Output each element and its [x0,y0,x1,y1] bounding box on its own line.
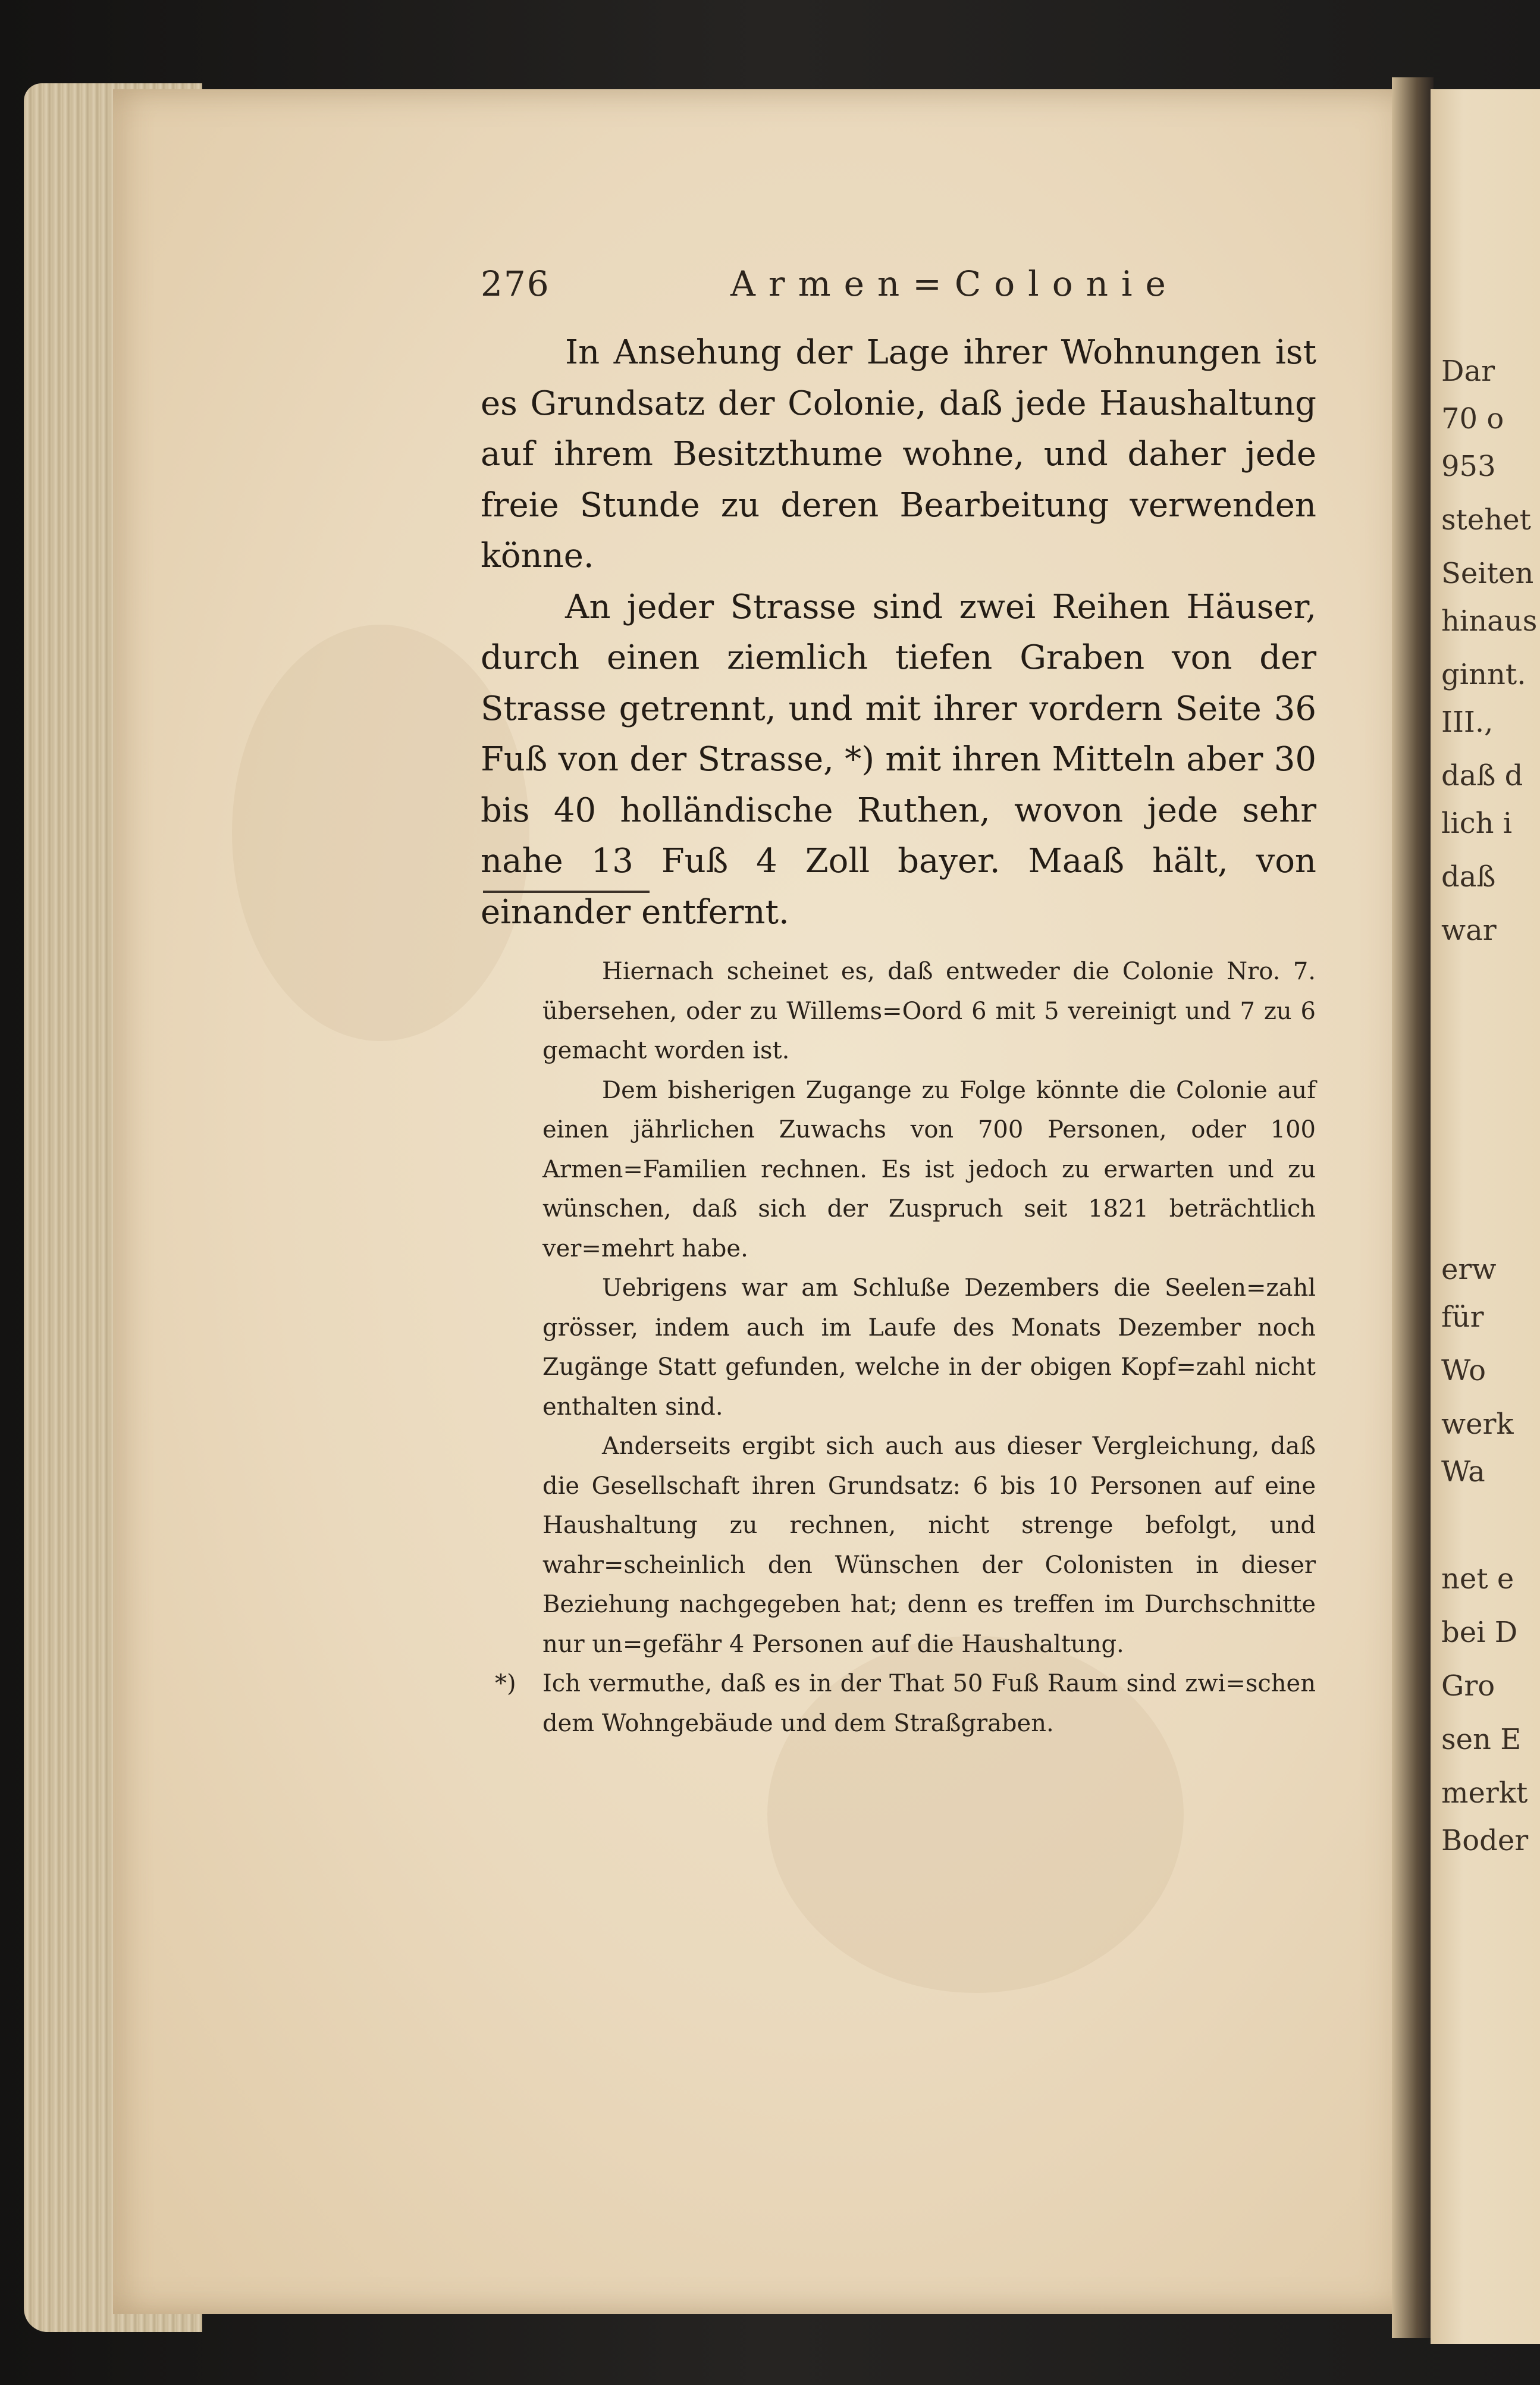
book-gutter [1392,77,1434,2338]
next-page-fragment: merkt [1441,1776,1528,1810]
next-page-fragment: bei D [1441,1616,1518,1649]
footnote-mark: *) [495,1670,516,1697]
asterisk-footnote-text: Ich vermuthe, daß es in der That 50 Fuß Raum sind zwi=schen dem Wohngebäude und dem Straßgraben. [542,1670,1316,1737]
asterisk-footnote [495,1664,1316,1743]
next-page-fragment: net e [1441,1562,1514,1596]
footnote-paragraph: Dem bisherigen Zugange zu Folge könnte die Colonie auf einen jährlichen Zuwachs von 700 Personen, oder 100 Armen=Familien rechnen. Es ist jedoch zu erwarten und zu wünschen, daß sich der Zuspruch seit 1821 beträchtlich ver=mehrt habe. [542,1076,1316,1262]
next-page-fragment: Wo [1441,1354,1486,1387]
next-page-fragment: 953 [1441,450,1496,483]
next-page-fragment: 70 o [1441,402,1504,435]
body-paragraph: In Ansehung der Lage ihrer Wohnungen ist es Grundsatz der Colonie, daß jede Haushaltung auf ihrem Besitzthume wohne, und daher jede freie Stunde zu deren Bearbeitung verwenden könne. [481,333,1316,575]
footnote-paragraph: Anderseits ergibt sich auch aus dieser Vergleichung, daß die Gesellschaft ihren Grundsatz: 6 bis 10 Personen auf eine Haushaltung zu rechnen, nicht strenge befolgt, und wahr=scheinlich den Wünschen der Colonisten in dieser Beziehung nachgegeben hat; denn es treffen im Durchschnitte nur un=gefähr 4 Personen auf die Haushaltung. [542,1433,1316,1658]
footnotes [495,952,1316,1743]
next-page-fragment: hinaus [1441,604,1538,638]
footnote-paragraph: Uebrigens war am Schluße Dezembers die Seelen=zahl grösser, indem auch im Laufe des Monats Dezember noch Zugänge Statt gefunden, welche in der obigen Kopf=zahl nicht enthalten sind. [542,1274,1316,1421]
page-header [481,263,1179,305]
next-page-fragment: ginnt. [1441,658,1526,691]
next-page-fragment: daß [1441,860,1496,894]
next-page-fragment: Wa [1441,1455,1485,1488]
footnote-paragraph: Hiernach scheinet es, daß entweder die Colonie Nro. 7. übersehen, oder zu Willems=Oord 6 mit 5 vereinigt und 7 zu 6 gemacht worden ist. [542,958,1316,1064]
next-page-edge [1431,89,1540,2344]
next-page-fragment: war [1441,914,1497,947]
next-page-fragment: für [1441,1300,1484,1334]
next-page-fragment: Gro [1441,1669,1495,1703]
next-page-fragment: daß d [1441,759,1523,792]
next-page-fragment: stehet [1441,503,1531,537]
next-page-fragment: werk [1441,1408,1514,1441]
footnote-divider [483,891,650,893]
page-number: 276 [481,264,550,304]
body-paragraph: An jeder Strasse sind zwei Reihen Häuser, durch einen ziemlich tiefen Graben von der Strasse getrennt, und mit ihrer vordern Seite 36 Fuß von der Strasse, *) mit ihren Mitteln aber 30 bis 40 holländische Ruthen, wovon jede sehr nahe 13 Fuß 4 Zoll bayer. Maaß hält, von einander entfernt. [481,587,1316,932]
running-title: Armen=Colonie [730,264,1179,304]
next-page-fragment: III., [1441,706,1494,739]
next-page-fragment: erw [1441,1253,1497,1286]
next-page-fragment: Boder [1441,1824,1529,1857]
main-text [481,327,1316,938]
next-page-fragment: sen E [1441,1723,1522,1756]
next-page-fragment: Seiten [1441,557,1534,590]
next-page-fragment: Dar [1441,355,1495,388]
next-page-fragment: lich i [1441,807,1513,840]
